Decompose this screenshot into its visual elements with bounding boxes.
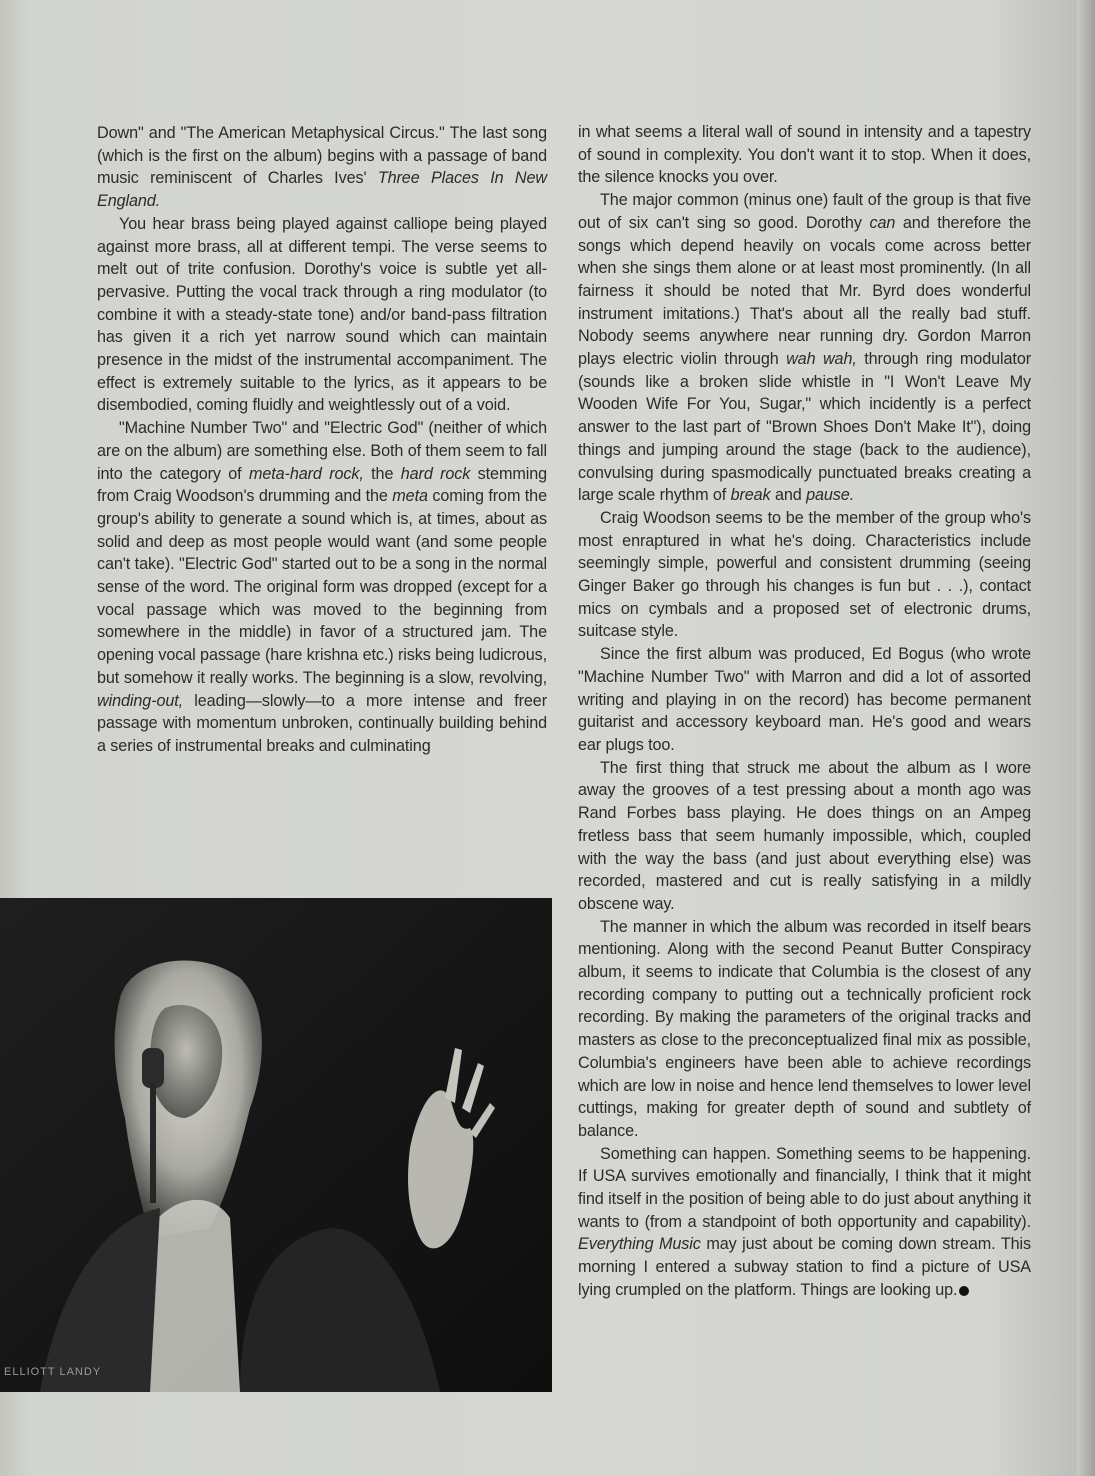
paragraph: in what seems a literal wall of sound in intensity and a tapestry of sound in complexity. You don't want it to stop. When it does, the silence knocks you over. — [578, 123, 1031, 187]
paragraph: Craig Woodson seems to be the member of the group who's most enraptured in what he's doing. Characteristics include seemingly simple, powerful and consistent drumming (seeing Ginger Baker go through his changes is fun but . . .), contact mics on cymbals and a proposed set of electronic drums, suitcase style. — [578, 508, 1031, 641]
photo-credit: ELLIOTT LANDY — [4, 1366, 102, 1378]
article-left-column — [97, 122, 547, 758]
paragraph: Down" and "The American Metaphysical Circus." The last song (which is the first on the album) begins with a passage of band music reminiscent of Charles Ives' Three Places In New England. — [97, 124, 547, 211]
paragraph: Something can happen. Something seems to be happening. If USA survives emotionally and financially, I think that it might find itself in the position of being able to do just about anything it wants to (from a standpoint of both opportunity and capability). Everything Music may just about be coming down stream. This morning I entered a subway station to find a picture of USA lying crumpled on the platform. Things are looking up. — [578, 1144, 1031, 1299]
paragraph: The first thing that struck me about the album as I wore away the grooves of a test pressing about a month ago was Rand Forbes bass playing. He does things on an Ampeg fretless bass that seem humanly impossible, which, coupled with the way the bass (and just about everything else) was recorded, mastered and cut is really satisfying in a mildly obscene way. — [578, 758, 1031, 913]
performer-photo — [0, 898, 552, 1392]
performer-photo-illustration — [0, 898, 552, 1392]
paragraph: The manner in which the album was recorded in itself bears mentioning. Along with the second Peanut Butter Conspiracy album, it seems to indicate that Columbia is the closest of any recording company to putting out a technically proficient rock recording. By making the parameters of the original tracks and masters as close to the preconceptualized final mix as possible, Columbia's engineers have been able to achieve recordings which are low in noise and hence lend themselves to lower level cuttings, making for greater depth of sound and subtlety of balance. — [578, 917, 1031, 1140]
paragraph: Since the first album was produced, Ed Bogus (who wrote "Machine Number Two" with Marron and did a lot of assorted writing and playing in on the record) has become permanent guitarist and accessory keyboard man. He's good and wears ear plugs too. — [578, 645, 1031, 754]
end-bullet-icon — [959, 1286, 969, 1296]
paragraph: You hear brass being played against calliope being played against more brass, all at different tempi. The verse seems to melt out of trite confusion. Dorothy's voice is subtle yet all-pervasive. Putting the vocal track through a ring modulator (to combine it with a steady-state tone) and/or band-pass filtration has given it a rich yet narrow sound which can maintain presence in the midst of the instrumental accompaniment. The effect is extremely suitable to the lyrics, as it appears to be disembodied, coming fluidly and weightlessly out of a void. — [97, 214, 547, 415]
page-edge — [1077, 0, 1095, 1476]
paragraph: The major common (minus one) fault of the group is that five out of six can't sing so good. Dorothy can and therefore the songs which depend heavily on vocals come across better when she sings them alone or at least most prominently. (In all fairness it should be noted that Mr. Byrd does wonderful instrument imitations.) That's about all the really bad stuff. Nobody seems anywhere near running dry. Gordon Marron plays electric violin through wah wah, through ring modulator (sounds like a broken slide whistle in "I Won't Leave My Wooden Wife For You, Sugar," which incidently is a perfect answer to the last part of "Brown Shoes Don't Make It"), doing things and jumping around the stage (back to the audience), convulsing during spasmodically punctuated breaks creating a large scale rhythm of break and pause. — [578, 191, 1032, 505]
paragraph: "Machine Number Two" and "Electric God" (neither of which are on the album) are something else. Both of them seem to fall into the category of meta-hard rock, the hard rock stemming from Craig Woodson's drumming and the meta coming from the group's ability to generate a sound which is, at times, about as solid and deep as most people would want (and some people can't take). "Electric God" started out to be a song in the normal sense of the word. The original form was dropped (except for a vocal passage which was moved to the beginning from somewhere in the middle) in favor of a structured jam. The opening vocal passage (hare krishna etc.) risks being ludicrous, but somehow it really works. The beginning is a slow, revolving, winding-out, leading—slowly—to a more intense and freer passage with momentum unbroken, continually building behind a series of instrumental breaks and culminating — [97, 419, 548, 755]
article-right-column — [578, 121, 1031, 1302]
italic-title: Three Places In New England. — [97, 169, 547, 211]
